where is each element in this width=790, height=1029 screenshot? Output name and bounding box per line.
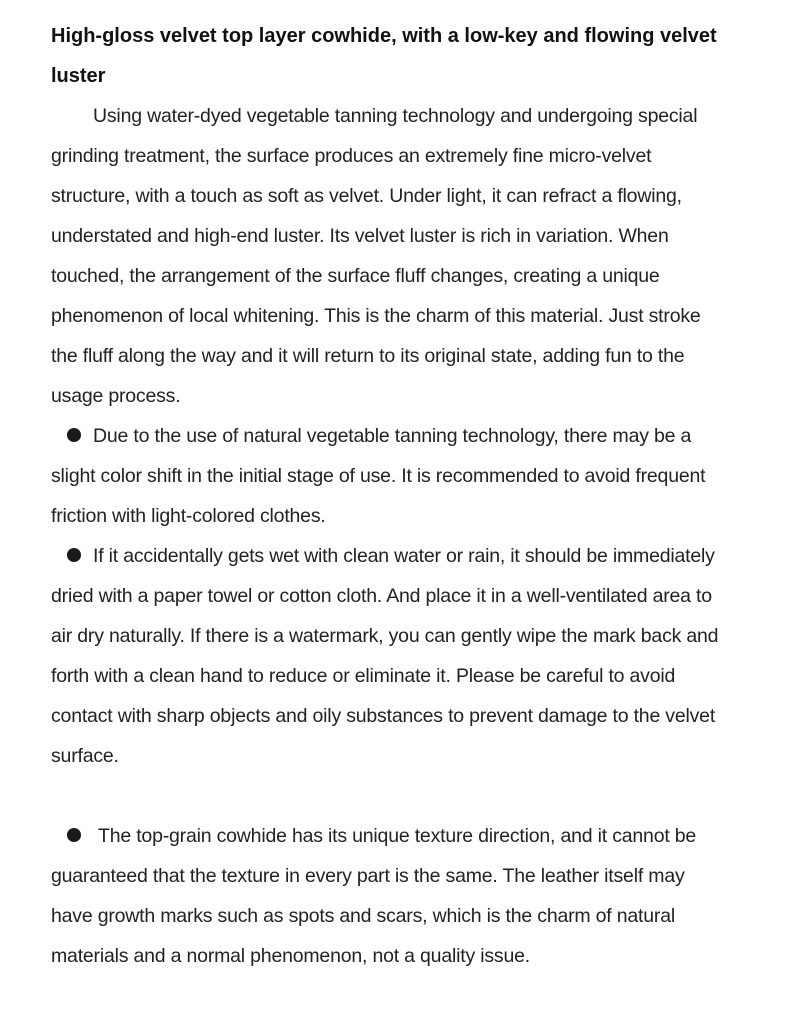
bullet-item bbox=[51, 816, 731, 976]
bullet-text: If it accidentally gets wet with clean water or rain, it should be immediately dried with a paper towel or cotton cloth. And place it in a well-ventilated area to air dry naturally. If there is a watermark, you can gently wipe the mark back and forth with a clean hand to reduce or eliminate it. Please be careful to avoid contact with sharp objects and oily substances to prevent damage to the velvet surface. bbox=[51, 545, 719, 767]
bullet-dot-icon bbox=[67, 428, 81, 442]
section-heading: High-gloss velvet top layer cowhide, with a low-key and flowing velvet luster bbox=[51, 25, 717, 87]
bullet-text: Due to the use of natural vegetable tanning technology, there may be a slight color shift in the initial stage of use. It is recommended to avoid frequent friction with light-colored clothes. bbox=[51, 425, 706, 527]
bullet-item bbox=[51, 536, 731, 776]
intro-paragraph: Using water-dyed vegetable tanning technology and undergoing special grinding treatment, the surface produces an extremely fine micro-velvet structure, with a touch as soft as velvet. Under light, it can refract a flowing, understated and high-end luster. Its velvet luster is rich in variation. When touched, the arrangement of the surface fluff changes, creating a unique phenomenon of local whitening. This is the charm of this material. Just stroke the fluff along the way and it will return to its original state, adding fun to the usage process. bbox=[51, 105, 701, 407]
bullet-dot-icon bbox=[67, 548, 81, 562]
bullet-text: The top-grain cowhide has its unique texture direction, and it cannot be guaranteed that the texture in every part is the same. The leather itself may have growth marks such as spots and scars, which is the charm of natural materials and a normal phenomenon, not a quality issue. bbox=[51, 825, 697, 967]
paragraph-spacer bbox=[51, 776, 731, 816]
product-description bbox=[51, 16, 731, 976]
bullet-dot-icon bbox=[67, 828, 81, 842]
bullet-item bbox=[51, 416, 731, 536]
